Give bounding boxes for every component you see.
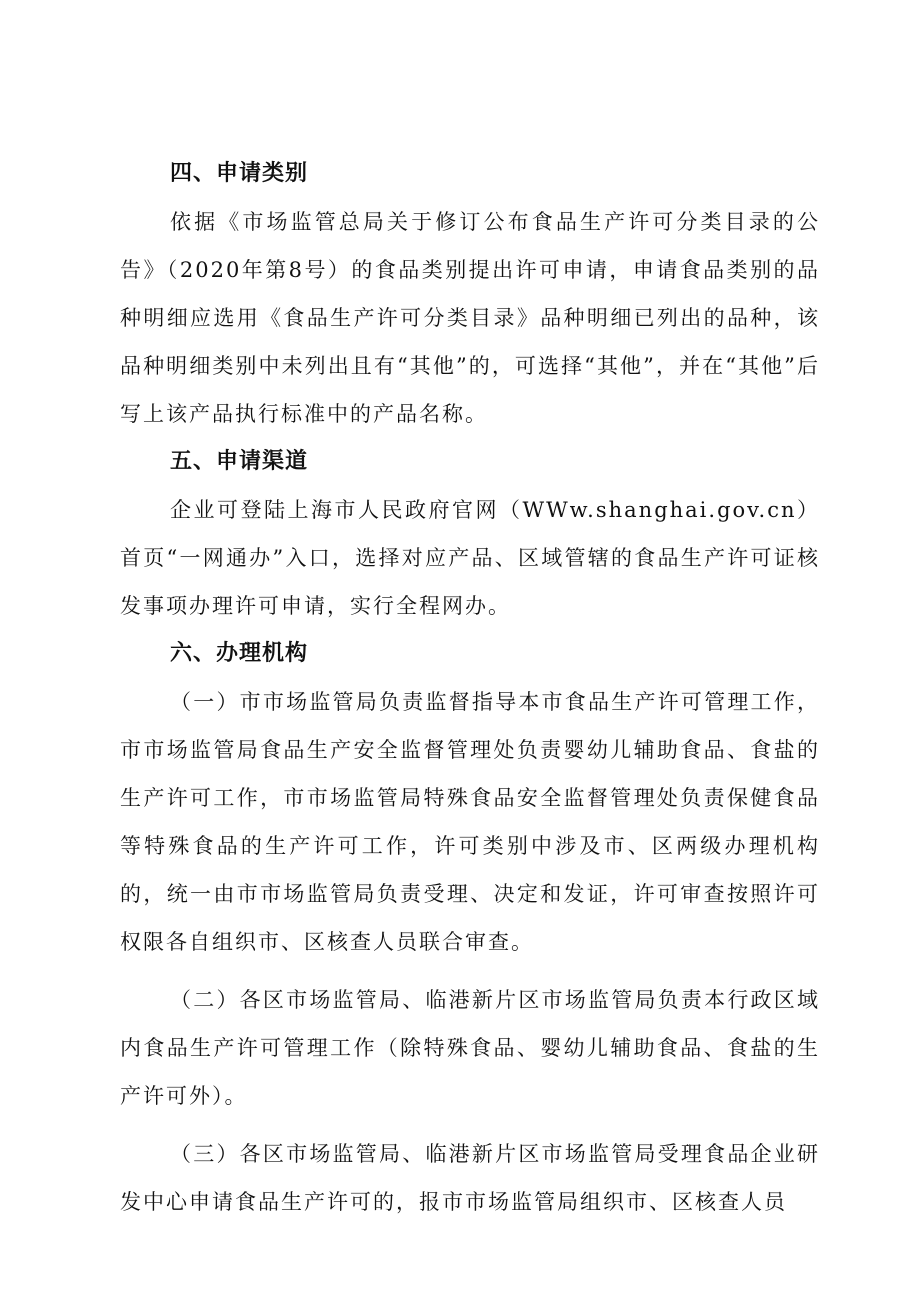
section-heading-application-category: 四、申请类别	[170, 161, 309, 186]
agency-paragraph-3: （三）各区市场监管局、临港新片区市场监管局受理食品企业研发中心申请食品生产许可的，报市市场监管局组织市、区核查人员	[120, 1142, 820, 1214]
section-body-application-category: 依据《市场监管总局关于修订公布食品生产许可分类目录的公告》（2020年第8号）的食品类别提出许可申请，申请食品类别的品种明细应选用《食品生产许可分类目录》品种明细已列出的品种，该品种明细类别中未列出且有“其他”的，可选择“其他”，并在“其他”后写上该产品执行标准中的产品名称。	[120, 210, 820, 426]
document-page	[120, 150, 820, 1226]
section-heading-application-channel: 五、申请渠道	[170, 449, 309, 474]
section-body-application-channel: 企业可登陆上海市人民政府官网（WWw.shanghai.gov.cn）首页“一网通办”入口，选择对应产品、区域管辖的食品生产许可证核发事项办理许可申请，实行全程网办。	[120, 498, 820, 618]
agency-paragraph-2: （二）各区市场监管局、临港新片区市场监管局负责本行政区域内食品生产许可管理工作（除特殊食品、婴幼儿辅助食品、食盐的生产许可外）。	[120, 988, 820, 1108]
section-heading-handling-agency: 六、办理机构	[170, 641, 309, 666]
agency-paragraph-1: （一）市市场监管局负责监督指导本市食品生产许可管理工作，市市场监管局食品生产安全监督管理处负责婴幼儿辅助食品、食盐的生产许可工作，市市场监管局特殊食品安全监督管理处负责保健食品等特殊食品的生产许可工作，许可类别中涉及市、区两级办理机构的，统一由市市场监管局负责受理、决定和发证，许可审查按照许可权限各自组织市、区核查人员联合审查。	[120, 690, 820, 954]
